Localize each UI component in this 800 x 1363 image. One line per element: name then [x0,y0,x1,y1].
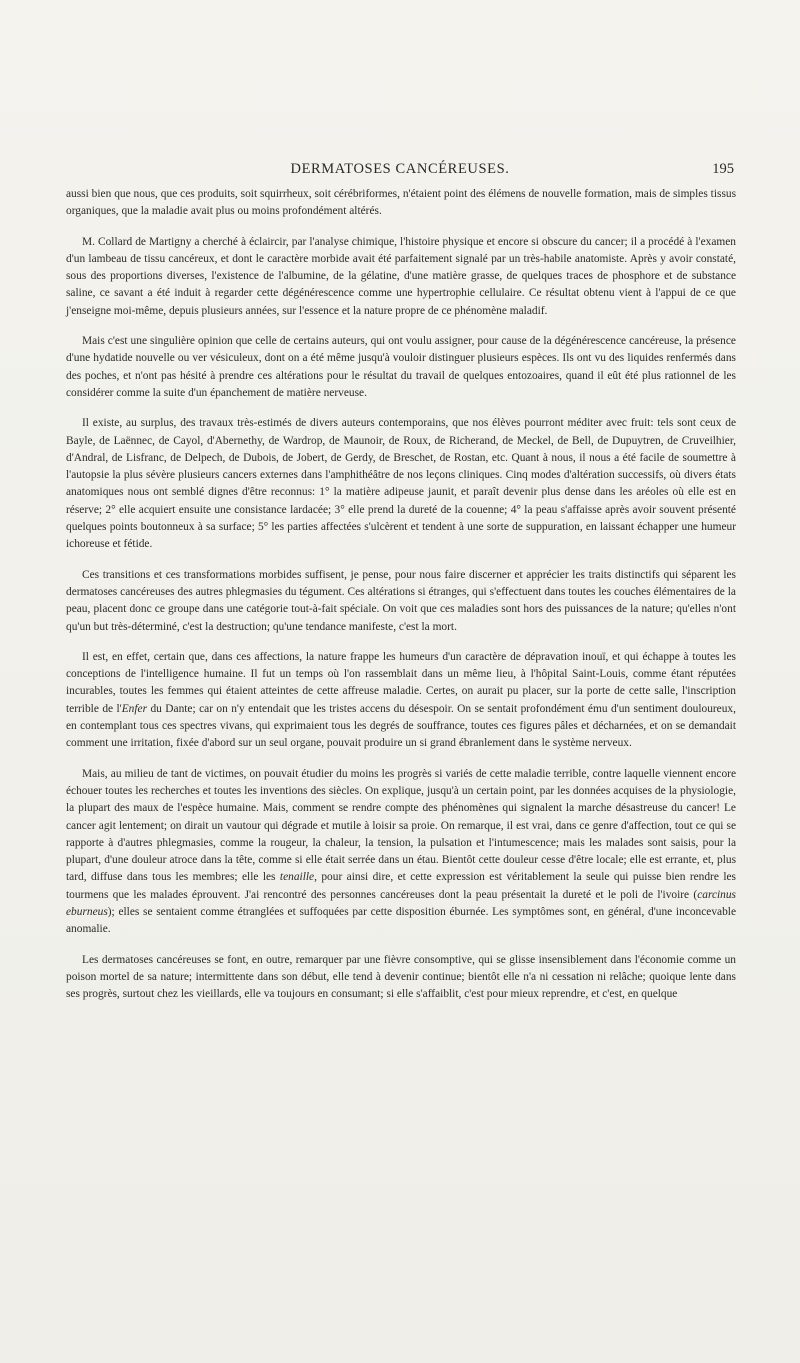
paragraph-5: Ces transitions et ces transformations morbides suffisent, je pense, pour nous faire discerner et apprécier les traits distinctifs qui séparent les dermatoses cancéreuses des autres phlegmasies du tégument. Ces altérations si étranges, qui s'effectuent dans toutes les couches élémentaires de la peau, placent donc ce groupe dans une catégorie tout-à-fait spéciale. On voit que ces maladies sont hors des puissances de la nature; qu'elles n'ont qu'un but très-déterminé, c'est la destruction; qu'une tendance manifeste, c'est la mort. [66,568,736,633]
paragraph-7-text-before: Mais, au milieu de tant de victimes, on pouvait étudier du moins les progrès si variés de cette maladie terrible, contre laquelle viennent encore échouer toutes les recherches et toutes les inventions des siècles. On explique, jusqu'à un certain point, par les données acquises de la physiologie, la plupart des maux de l'espèce humaine. Mais, comment se rendre compte des phénomènes qui signalent la marche désastreuse du cancer! Le cancer agit lentement; on dirait un vautour qui dégrade et mutile à loisir sa proie. On remarque, il est vrai, dans ce genre d'affection, tout ce qui se rapporte à d'autres phlegmasies, comme la rougeur, la chaleur, la tension, la pulsation et l'intumescence; mais les malades sont saisis, pour la plupart, d'une douleur atroce dans la tête, comme si elle était serrée dans un étau. Bientôt cette douleur cesse d'être locale; elle est errante, et, plus tard, diffuse dans tous les membres; elle les [66,767,736,884]
paragraph-6-text-before: Il est, en effet, certain que, dans ces affections, la nature frappe les humeurs d'un caractère de dépravation inouï, et qui échappe à toutes les conceptions de l'intelligence humaine. Il fut un temps où l'on rassemblait dans un même lieu, à l'hôpital Saint-Louis, comme étant réputées incurables, toutes les femmes qui étaient atteintes de cette affreuse maladie. Certes, on aurait pu placer, sur la porte de cette salle, l'inscription terrible de l' [66,650,736,715]
paragraph-7 [66,766,736,939]
paragraph-7-text-after: ); elles se sentaient comme étranglées et suffoquées par cette disposition éburnée. Les symptômes sont, en général, d'une inconcevable anomalie. [66,905,736,936]
paragraph-6-text-after: du Dante; car on n'y entendait que les tristes accens du désespoir. On se sentait profondément ému d'un sentiment douloureux, en contemplant tous ces spectres vivans, qui exprimaient tous les degrés de souffrance, toutes ces figures pâles et décharnées, et on se demandait comment une irritation, fixée d'abord sur un seul organe, pouvait produire un si grand ébranlement dans le système nerveux. [66,702,736,750]
paragraph-7-italic-2: carcinus eburneus [66,888,736,918]
paragraph-7-text-middle: pour ainsi dire, et cette expression est véritablement la seule qui puisse bien rendre les tourmens que les malades éprouvent. J'ai rencontré des personnes cancéreuses dont la peau présentait la dureté et le poli de l'ivoire ( [66,871,736,901]
paragraph-6-italic: Enfer [121,702,148,715]
page-header [66,161,734,181]
running-title: DERMATOSES CANCÉREUSES. [290,161,510,177]
paragraph-8: Les dermatoses cancéreuses se font, en outre, remarquer par une fièvre consomptive, qui se glisse insensiblement dans l'économie comme un poison mortel de sa nature; intermittente dans son début, elle tend à devenir continue; bientôt elle n'a ni cessation ni relâche; quoique lente dans ses progrès, surtout chez les vieillards, elle va toujours en consumant; si elle s'affaiblit, c'est pour mieux reprendre, et c'est, en quelque [66,953,736,1001]
paragraph-4: Il existe, au surplus, des travaux très-estimés de divers auteurs contemporains, que nos élèves pourront méditer avec fruit: tels sont ceux de Bayle, de Laënnec, de Cayol, d'Abernethy, de Wardrop, de Maunoir, de Roux, de Richerand, de Meckel, de Bell, de Dupuytren, de Cruveilhier, d'Andral, de Lisfranc, de Delpech, de Dubois, de Jobert, de Gerdy, de Breschet, de Rostan, etc. Quant à nous, il nous a été facile de soumettre à l'autopsie la plus sévère plusieurs cancers externes dans l'amphithéâtre de nos leçons cliniques. Cinq modes d'altération successifs, où divers états anatomiques nous ont semblé dignes d'être reconnus: 1° la matière adipeuse jaunit, et paraît devenir plus dense dans les aréoles où elle est en réserve; 2° elle acquiert ensuite une consistance lardacée; 3° elle prend la dureté de la couenne; 4° la peau s'affaisse après avoir souvent présenté quelques points boutonneux à sa surface; 5° les parties affectées s'ulcèrent et tendent à une sorte de suppuration, en laissant échapper une humeur ichoreuse et fétide. [66,417,736,551]
paragraph-1: aussi bien que nous, que ces produits, soit squirrheux, soit cérébriformes, n'étaient point des élémens de nouvelle formation, mais de simples tissus organiques, que la maladie avait plus ou moins profondément altérés. [66,188,736,218]
body-text [66,186,736,1016]
paragraph-2: M. Collard de Martigny a cherché à éclaircir, par l'analyse chimique, l'histoire physique et encore si obscure du cancer; il a procédé à l'examen d'un lambeau de tissu cancéreux, et dont le caractère morbide avait été parfaitement signalé par un très-habile anatomiste. Après y avoir constaté, sous des proportions diverses, l'existence de l'albumine, de la gélatine, d'une matière grasse, de quelques traces de phosphore et de substance saline, ce savant a été induit à regarder cette dégénérescence comme une hypertrophie cellulaire. Ce résultat obtenu vient à l'appui de ce que j'enseigne moi-même, depuis plusieurs années, sur l'essence et la nature propre de ce phénomène maladif. [66,235,736,317]
paragraph-7-italic: tenaille, [279,871,317,884]
paragraph-6 [66,649,736,753]
page-number: 195 [712,161,734,177]
paragraph-3: Mais c'est une singulière opinion que celle de certains auteurs, qui ont voulu assigner, pour cause de la dégénérescence cancéreuse, la présence d'une hydatide nouvelle ou ver vésiculeux, dont on a été même jusqu'à vouloir distinguer plusieurs espèces. Ils ont vu des liquides renfermés dans des poches, et n'ont pas hésité à prendre ces altérations pour le résultat du travail de quelques entozoaires, quand il eût été plus rationnel de les considérer comme la suite d'un épanchement de matière nerveuse. [66,335,736,399]
